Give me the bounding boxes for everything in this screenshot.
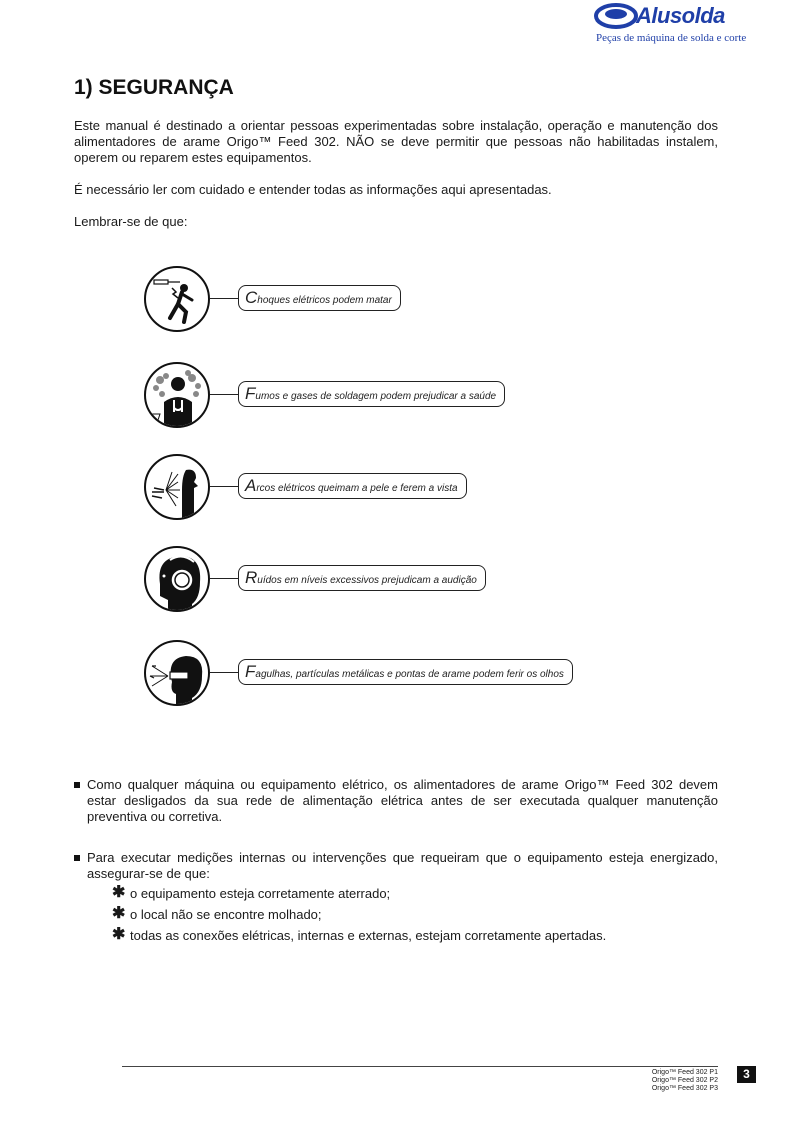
electric-shock-icon <box>144 266 210 332</box>
sub-bullet-item: ✱ o equipamento esteja corretamente aterrado; <box>112 884 391 901</box>
sub-bullet-item: ✱ o local não se encontre molhado; <box>112 905 322 922</box>
sub-bullet-item: ✱ todas as conexões elétricas, internas e externas, estejam corretamente apertadas. <box>112 926 607 943</box>
asterisk-icon: ✱ <box>112 884 126 901</box>
read-notice: É necessário ler com cuidado e entender todas as informações aqui apresentadas. <box>74 182 552 197</box>
hazard-noise <box>144 546 644 616</box>
arc-rays-icon <box>144 454 210 520</box>
hazard-eye <box>144 640 644 710</box>
brand-name: Alusolda <box>636 3 725 28</box>
bullet-square-icon <box>74 782 80 788</box>
bullet-item: Como qualquer máquina ou equipamento elétrico, os alimentadores de arame Origo™ Feed 302 devem estar desligados da sua rede de alimentação elétrica antes de ser executada qualquer manutenção preventiva ou corretiva. <box>74 777 718 825</box>
fumes-icon <box>144 362 210 428</box>
brand-logo <box>594 0 747 48</box>
hazard-label: Choques elétricos podem matar <box>238 285 401 311</box>
footer-models: Origo™ Feed 302 P1 Origo™ Feed 302 P2 Origo™ Feed 302 P3 <box>651 1069 718 1092</box>
intro-paragraph: Este manual é destinado a orientar pessoas experimentadas sobre instalação, operação e manutenção dos alimentadores de arame Origo™ Feed 302. NÃO se deve permitir que pessoas não habilitadas instalem, operem ou reparem estes equipamentos. <box>74 118 718 165</box>
hazard-fumes <box>144 362 644 432</box>
section-title: 1) SEGURANÇA <box>74 76 234 99</box>
brand-tagline: Peças de máquina de solda e corte <box>596 32 747 44</box>
asterisk-icon: ✱ <box>112 926 126 943</box>
hazard-label: Fagulhas, partículas metálicas e pontas de arame podem ferir os olhos <box>238 659 573 685</box>
hazard-arc-rays <box>144 454 644 524</box>
brand-logo-mark-icon <box>594 2 642 30</box>
bullet-square-icon <box>74 855 80 861</box>
hazard-electric-shock <box>144 266 644 336</box>
page-number: 3 <box>737 1066 756 1083</box>
hazard-label: Ruídos em níveis excessivos prejudicam a audição <box>238 565 486 591</box>
footer-rule <box>122 1066 718 1067</box>
asterisk-icon: ✱ <box>112 905 126 922</box>
eye-protection-icon <box>144 640 210 706</box>
remember-label: Lembrar-se de que: <box>74 214 188 229</box>
bullet-item: Para executar medições internas ou intervenções que requeiram que o equipamento esteja energizado, assegurar-se de que: <box>74 850 718 882</box>
hazard-label: Arcos elétricos queimam a pele e ferem a vista <box>238 473 467 499</box>
hazard-label: Fumos e gases de soldagem podem prejudicar a saúde <box>238 381 505 407</box>
hearing-protection-icon <box>144 546 210 612</box>
